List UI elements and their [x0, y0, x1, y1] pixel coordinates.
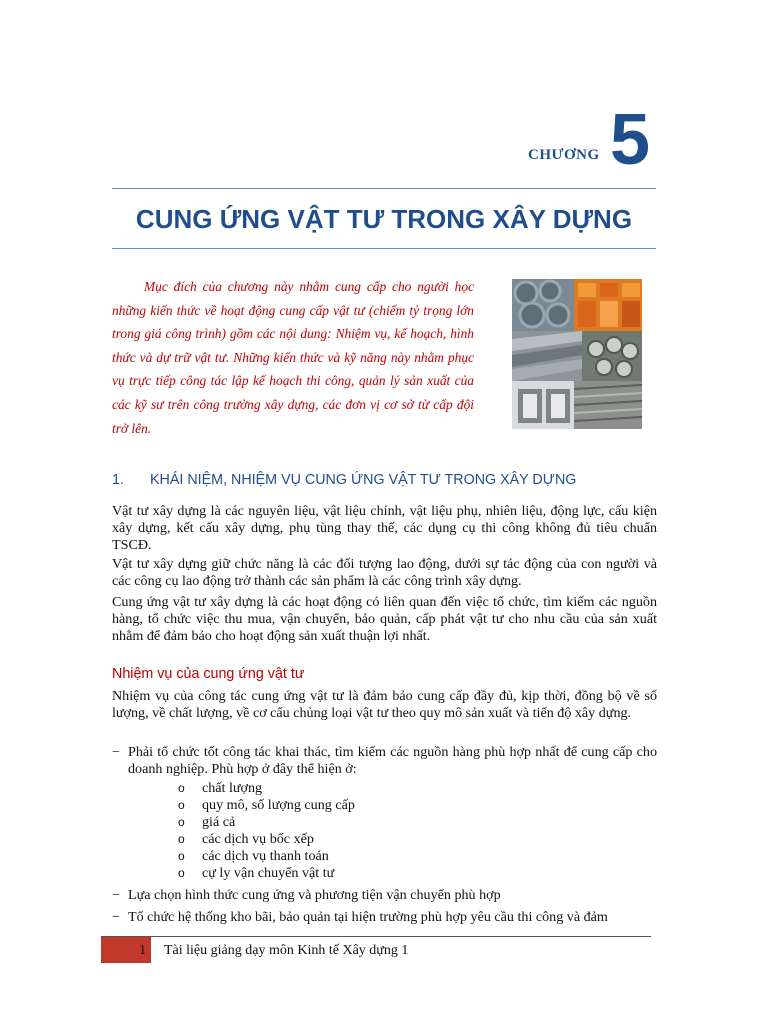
- list-item-text: Tổ chức hệ thống kho bãi, bảo quản tại hiện trường phù hợp yêu cầu thi công và đảm: [128, 909, 608, 925]
- circle-bullet: o: [178, 798, 185, 813]
- sub-list-item: [178, 797, 355, 814]
- page-number: 1: [139, 943, 146, 958]
- section-title: KHÁI NIỆM, NHIỆM VỤ CUNG ỨNG VẬT TƯ TRONG XÂY DỰNG: [150, 472, 577, 488]
- construction-materials-photo: [512, 279, 642, 429]
- list-item-text: Lựa chọn hình thức cung ứng và phương tiện vận chuyển phù hợp: [128, 887, 501, 903]
- circle-bullet: o: [178, 815, 185, 830]
- dash-bullet: −: [112, 909, 120, 925]
- circle-bullet: o: [178, 781, 185, 795]
- circle-bullet: o: [178, 866, 185, 881]
- sub-list-item: [178, 780, 355, 797]
- list-item: [112, 887, 657, 904]
- list-item: [112, 744, 657, 778]
- dash-bullet: −: [112, 744, 120, 760]
- footer-text: Tài liệu giảng dạy môn Kinh tế Xây dựng 1: [164, 943, 409, 958]
- section-heading: [112, 472, 576, 488]
- sub-list-item-text: quy mô, số lượng cung cấp: [202, 797, 355, 814]
- dash-bullet: −: [112, 887, 120, 903]
- sub-list: [178, 780, 355, 883]
- intro-text: Mục đích của chương này nhằm cung cấp cho người học những kiến thức về hoạt động cung cấp vật tư (chiếm tỷ trọng lớn trong giá công trình) gồm các nội dung: Nhiệm vụ, kế hoạch, hình thức và dự trữ vật tư. Những kiến thức và kỹ năng này nhằm phục vụ trực tiếp công tác lập kế hoạch thi công, quản lý sản xuất của các kỹ sư trên công trường xây dựng, các đơn vị cơ sở từ cấp đội trở lên.: [112, 279, 474, 436]
- section-number: 1.: [112, 472, 124, 488]
- chapter-intro: [112, 275, 474, 440]
- chapter-number: 5: [610, 100, 651, 180]
- subsection-intro: Nhiệm vụ của công tác cung ứng vật tư là đảm bảo cung cấp đầy đủ, kịp thời, đồng bộ về số lượng, về chất lượng, về cơ cấu chủng loại vật tư theo quy mô sản xuất và tiến độ xây dựng.: [112, 688, 657, 721]
- list-item-text: Phải tổ chức tốt công tác khai thác, tìm kiếm các nguồn hàng phù hợp nhất để cung cấp cho doanh nghiệp. Phù hợp ở đây thể hiện ở:: [128, 744, 657, 777]
- chapter-label: CHƯƠNG: [528, 147, 600, 163]
- header-rule-top: [112, 188, 656, 189]
- footer-rule: [101, 936, 651, 937]
- paragraph-function: Vật tư xây dựng giữ chức năng là các đối tượng lao động, dưới sự tác động của con người và các công cụ lao động trở thành các sản phẩm là các công trình xây dựng.: [112, 556, 657, 589]
- sub-list-item-text: giá cả: [202, 814, 236, 831]
- circle-bullet: o: [178, 832, 185, 847]
- paragraph-definition: Vật tư xây dựng là các nguyên liệu, vật liệu chính, vật liệu phụ, nhiên liệu, động lực, cấu kiện xây dựng, kết cấu xây dựng, phụ tùng thay thế, các dụng cụ thi công không đủ tiêu chuẩn TSCĐ.: [112, 503, 657, 553]
- list-item: [112, 909, 657, 926]
- paragraph-supply: Cung ứng vật tư xây dựng là các hoạt động có liên quan đến việc tổ chức, tìm kiếm các nguồn hàng, tổ chức việc thu mua, vận chuyển, bảo quản, cấp phát vật tư cho nhu cầu của sản xuất nhằm để đảm bảo cho hoạt động sản xuất thuận lợi nhất.: [112, 594, 657, 644]
- sub-list-item-text: các dịch vụ thanh toán: [202, 848, 329, 865]
- sub-list-item-text: chất lượng: [202, 780, 263, 796]
- sub-list-item-text: các dịch vụ bốc xếp: [202, 831, 314, 848]
- sub-list-item-text: cự ly vận chuyển vật tư: [202, 865, 335, 882]
- subsection-heading: Nhiệm vụ của cung ứng vật tư: [112, 666, 305, 682]
- circle-bullet: o: [178, 849, 185, 864]
- chapter-title: CUNG ỨNG VẬT TƯ TRONG XÂY DỰNG: [135, 204, 633, 234]
- sub-list-item: [178, 814, 355, 831]
- sub-list-item: [178, 848, 355, 865]
- header-rule-bottom: [112, 248, 656, 249]
- sub-list-item: [178, 831, 355, 848]
- sub-list-item: [178, 865, 355, 882]
